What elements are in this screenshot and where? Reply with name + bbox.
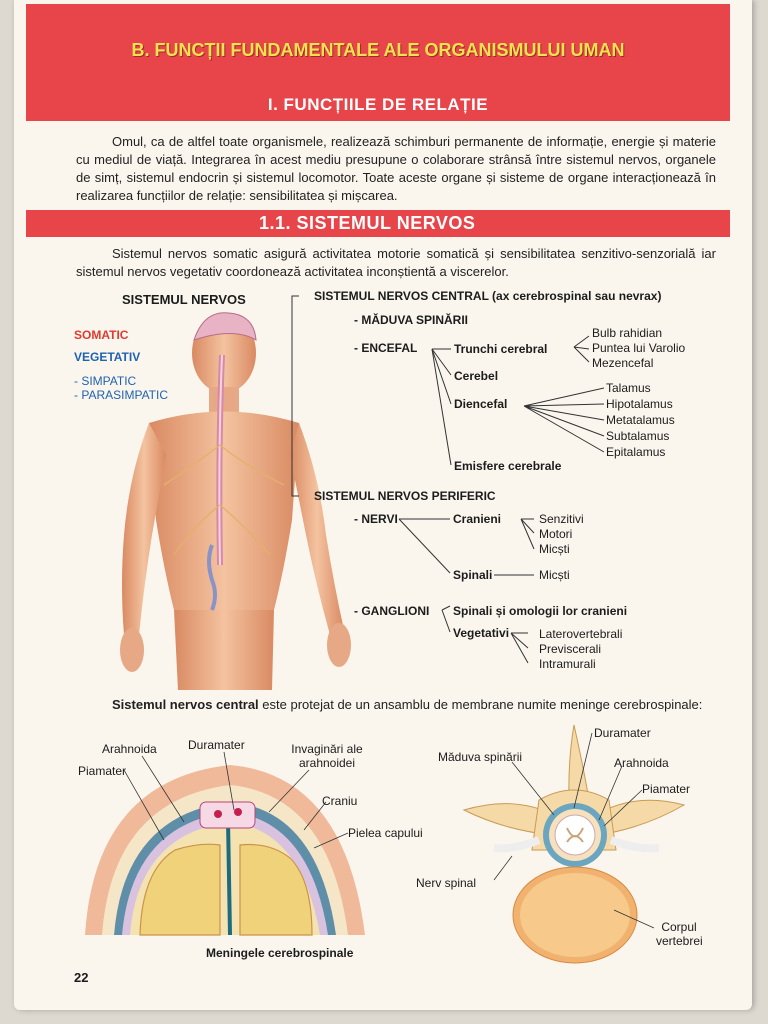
label-simpatic: - SIMPATIC xyxy=(74,374,137,388)
tree-motori: Motori xyxy=(539,527,573,541)
meninges-illustration xyxy=(80,750,370,940)
tree-mezencefal: Mezencefal xyxy=(592,356,654,370)
tree-nervi: - NERVI xyxy=(354,512,398,526)
meninges-label-duramater: Duramater xyxy=(188,738,245,752)
label-somatic: SOMATIC xyxy=(74,328,129,342)
tree-snc: SISTEMUL NERVOS CENTRAL (ax cerebrospinal sau nevrax) xyxy=(314,289,662,303)
tree-cerebel: Cerebel xyxy=(454,369,499,383)
meninges-label-arahnoida: Arahnoida xyxy=(102,742,157,756)
meninges-label-invaginari: Invaginări ale arahnoidei xyxy=(291,742,363,770)
meninges-paragraph-bold: Sistemul nervos central xyxy=(112,697,259,712)
subsection-title: 1.1. SISTEMUL NERVOS xyxy=(259,213,476,233)
vertebra-label-duramater: Duramater xyxy=(594,726,651,740)
meninges-paragraph xyxy=(76,696,716,714)
tree-intramurali: Intramurali xyxy=(539,657,596,671)
tree-metatalamus: Metatalamus xyxy=(606,413,675,427)
page-number: 22 xyxy=(74,970,89,985)
book-page xyxy=(14,0,752,1010)
vertebra-label-corpul: Corpul vertebrei xyxy=(656,920,703,948)
tree-hipotalamus: Hipotalamus xyxy=(606,397,673,411)
meninges-label-piamater: Piamater xyxy=(78,764,127,778)
vertebra-label-piamater: Piamater xyxy=(642,782,691,796)
tree-diencefal: Diencefal xyxy=(454,397,508,411)
tree-laterovertebrali: Laterovertebrali xyxy=(539,627,623,641)
label-vegetativ: VEGETATIV xyxy=(74,350,141,364)
nervous-paragraph: Sistemul nervos somatic asigură activitatea motorie somatică și sensibilitatea senzitivo-senzorială iar sistemul nervos vegetativ coordonează activitatea inconștientă a viscerelor. xyxy=(76,246,716,279)
tree-micsti-1: Micști xyxy=(539,542,570,556)
vertebra-label-nerv: Nerv spinal xyxy=(416,876,477,890)
tree-maduva: - MĂDUVA SPINĂRII xyxy=(354,313,468,327)
page-title: B. FUNCȚII FUNDAMENTALE ALE ORGANISMULUI UMAN xyxy=(131,40,625,60)
vertebra-label-maduva: Măduva spinării xyxy=(438,750,523,764)
tree-epitalamus: Epitalamus xyxy=(606,445,666,459)
label-parasimpatic: - PARASIMPATIC xyxy=(74,388,169,402)
section-title: I. FUNCȚIILE DE RELAȚIE xyxy=(267,95,489,114)
meninges-paragraph-rest: este protejat de un ansamblu de membrane numite meninge cerebrospinale: xyxy=(258,697,703,712)
tree-vegetativi: Vegetativi xyxy=(453,626,510,640)
intro-paragraph: Omul, ca de altfel toate organismele, realizează schimburi permanente de informație, energie și materie cu mediul de viață. Integrarea în acest mediu presupune o colaborare strânsă între sistemul nervos, organele de simț, sistemul endocrin și sistemul locomotor. Toate aceste organe și sisteme de organe interacționează în realizarea funcțiilor de relație: sensibilitatea și mișcarea. xyxy=(76,134,716,203)
tree-emisfere: Emisfere cerebrale xyxy=(454,459,562,473)
tree-trunchi: Trunchi cerebral xyxy=(454,342,548,356)
tree-bulb: Bulb rahidian xyxy=(592,326,663,340)
tree-spinali: Spinali xyxy=(453,568,493,582)
meninges-caption: Meningele cerebrospinale xyxy=(206,946,354,960)
meninges-label-craniu: Craniu xyxy=(322,794,358,808)
tree-previscerali: Previscerali xyxy=(539,642,602,656)
tree-puntea: Puntea lui Varolio xyxy=(592,341,686,355)
vertebra-label-arahnoida: Arahnoida xyxy=(614,756,669,770)
tree-cranieni: Cranieni xyxy=(453,512,502,526)
tree-encefal: - ENCEFAL xyxy=(354,341,418,355)
meninges-label-pielea: Pielea capului xyxy=(348,826,423,840)
tree-snp: SISTEMUL NERVOS PERIFERIC xyxy=(314,489,496,503)
tree-subtalamus: Subtalamus xyxy=(606,429,670,443)
tree-spinali-omologi: Spinali și omologii lor cranieni xyxy=(453,604,628,618)
tree-micsti-2: Micști xyxy=(539,568,570,582)
tree-talamus: Talamus xyxy=(606,381,651,395)
tree-ganglioni: - GANGLIONI xyxy=(354,604,430,618)
figure-title: SISTEMUL NERVOS xyxy=(122,292,246,307)
tree-senzitivi: Senzitivi xyxy=(539,512,584,526)
